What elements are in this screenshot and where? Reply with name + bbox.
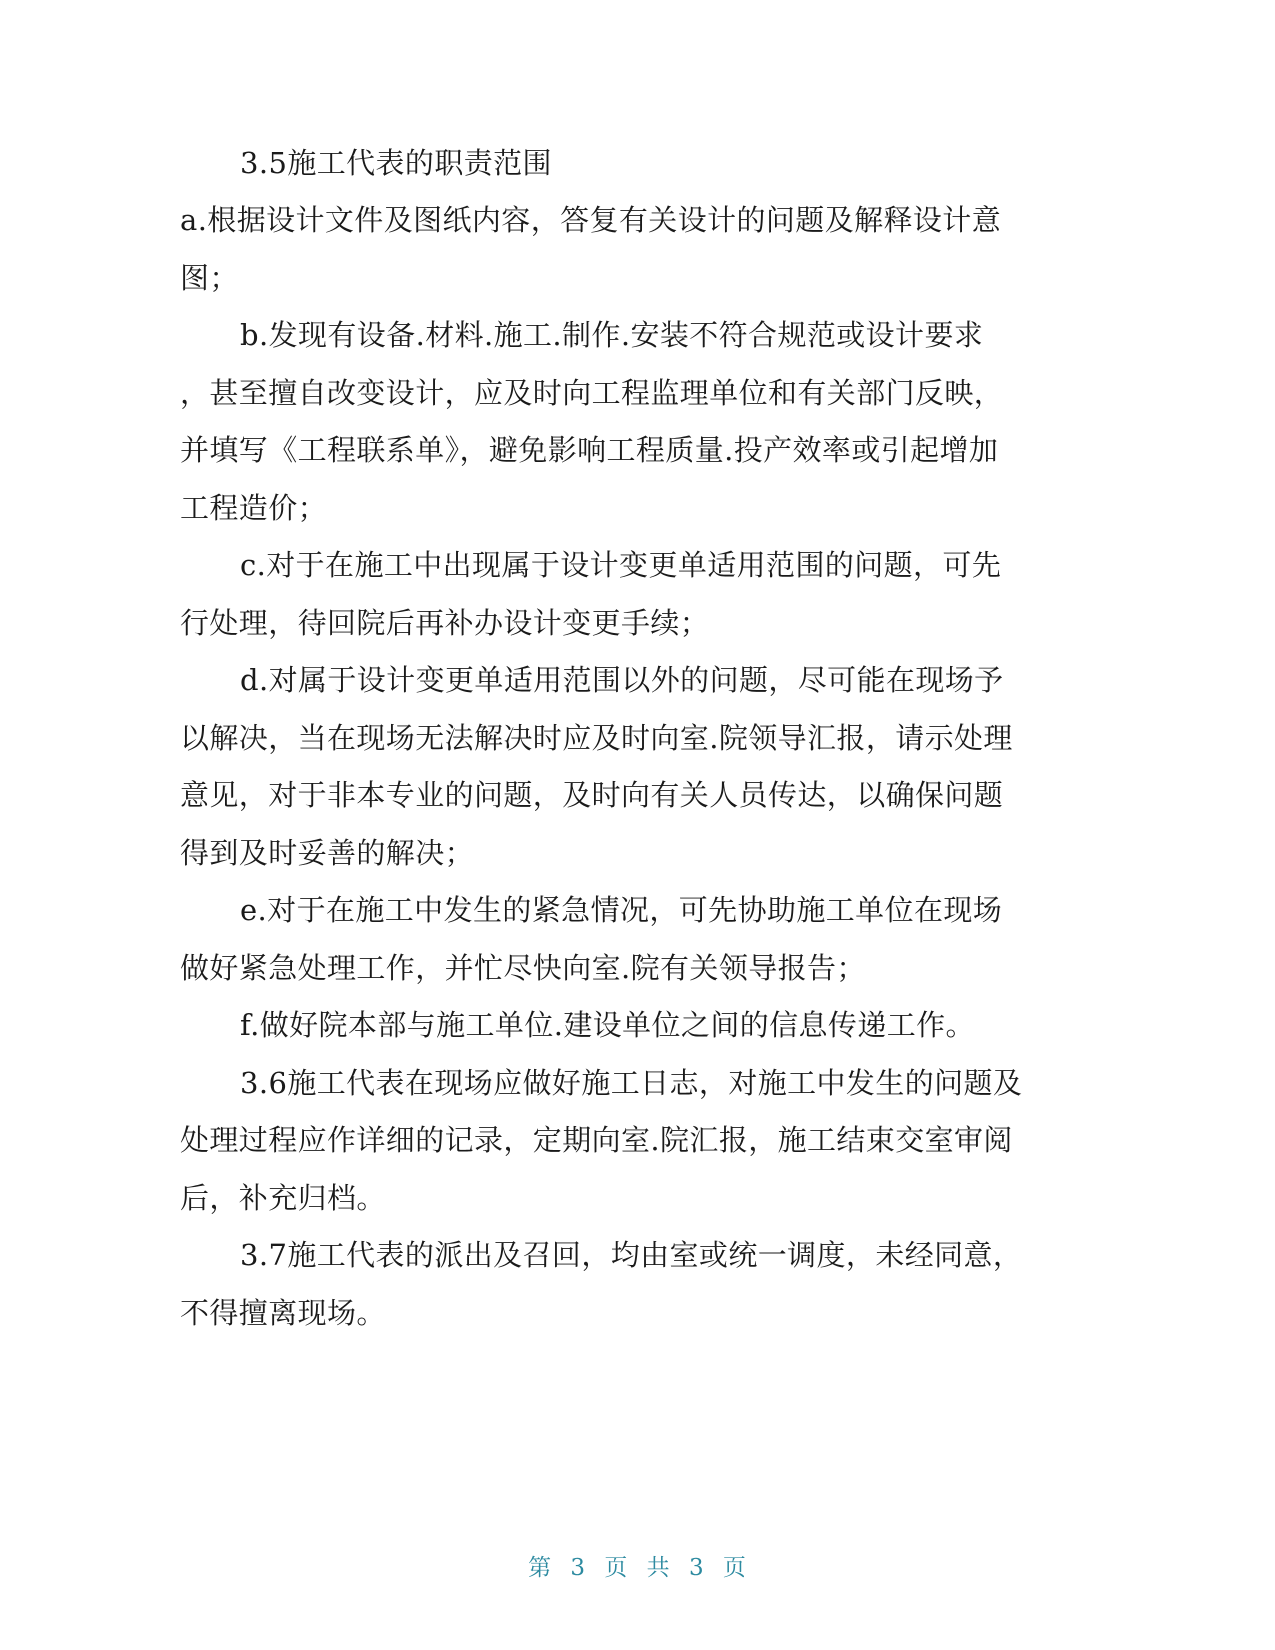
- paragraph-line: ，甚至擅自改变设计，应及时向工程监理单位和有关部门反映，: [180, 376, 1004, 410]
- paragraph-line: 以解决，当在现场无法解决时应及时向室.院领导汇报，请示处理: [180, 721, 1013, 755]
- paragraph-line: 意见，对于非本专业的问题，及时向有关人员传达，以确保问题: [180, 778, 1004, 812]
- paragraph-line: d.对属于设计变更单适用范围以外的问题，尽可能在现场予: [240, 663, 1004, 697]
- page-number-footer: 第 3 页 共 3 页: [528, 1555, 747, 1581]
- section-paragraph-3-6: 3.6施工代表在现场应做好施工日志，对施工中发生的问题及: [240, 1066, 1023, 1100]
- paragraph-line: b.发现有设备.材料.施工.制作.安装不符合规范或设计要求: [240, 318, 984, 352]
- paragraph-line: e.对于在施工中发生的紧急情况，可先协助施工单位在现场: [240, 893, 1003, 927]
- paragraph-line: 行处理，待回院后再补办设计变更手续；: [180, 606, 710, 640]
- paragraph-line: 做好紧急处理工作，并忙尽快向室.院有关领导报告；: [180, 951, 866, 985]
- paragraph-line: 并填写《工程联系单》，避免影响工程质量.投产效率或引起增加: [180, 433, 999, 467]
- paragraph-line: 处理过程应作详细的记录，定期向室.院汇报，施工结束交室审阅: [180, 1123, 1013, 1157]
- paragraph-line: 得到及时妥善的解决；: [180, 836, 475, 870]
- paragraph-line: c.对于在施工中出现属于设计变更单适用范围的问题，可先: [240, 548, 1002, 582]
- paragraph-line: 工程造价；: [180, 491, 328, 525]
- paragraph-line: 不得擅离现场。: [180, 1296, 386, 1330]
- paragraph-line: f.做好院本部与施工单位.建设单位之间的信息传递工作。: [240, 1008, 975, 1042]
- section-heading-3-5: 3.5施工代表的职责范围: [240, 146, 552, 180]
- section-paragraph-3-7: 3.7施工代表的派出及召回，均由室或统一调度，未经同意，: [240, 1238, 1023, 1272]
- paragraph-line: 后，补充归档。: [180, 1181, 386, 1215]
- paragraph-line: 图；: [180, 261, 239, 295]
- paragraph-line: a.根据设计文件及图纸内容，答复有关设计的问题及解释设计意: [180, 203, 1002, 237]
